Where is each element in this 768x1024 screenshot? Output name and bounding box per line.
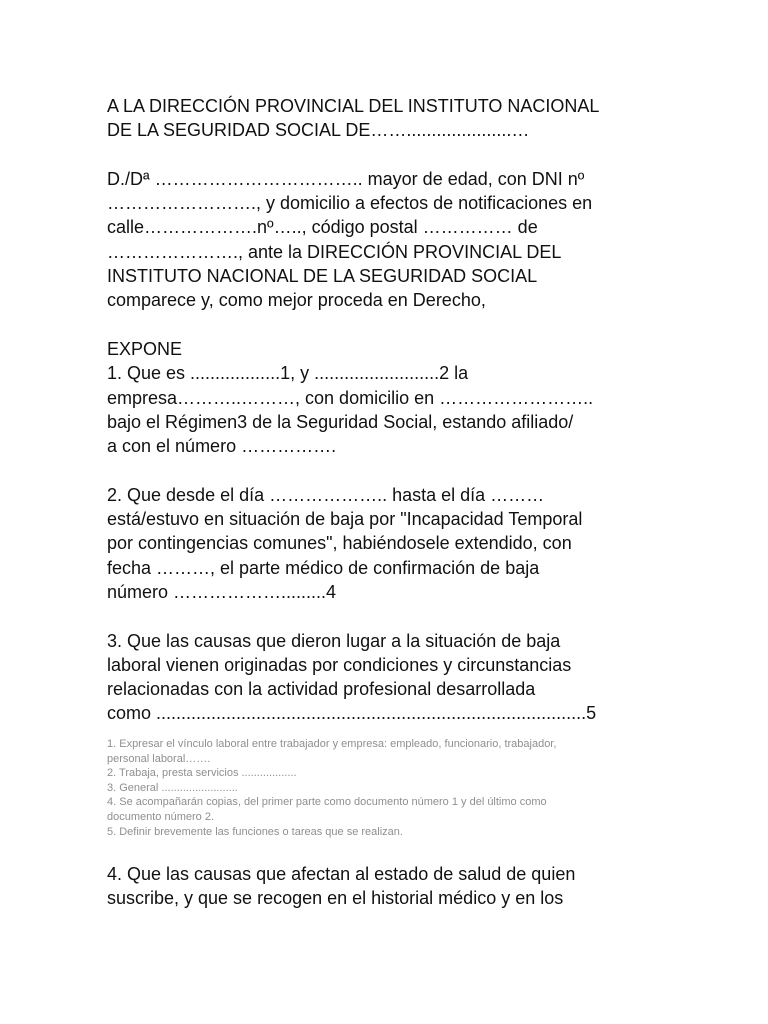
expone-item-1 [107, 361, 667, 458]
intro-line: …………………., ante la DIRECCIÓN PROVINCIAL DEL [107, 241, 562, 262]
item-line: relacionadas con la actividad profesional desarrollada [107, 679, 536, 700]
item-line: fecha ………, el parte médico de confirmación de baja [107, 557, 540, 578]
footnote-line: documento número 2. [107, 810, 215, 823]
intro-line: D./Dª …………………………….. mayor de edad, con DNI nº [107, 168, 585, 189]
item-line: como ......................................................................................5 [107, 703, 597, 724]
item-line: 2. Que desde el día ……………….. hasta el día ……… [107, 484, 545, 505]
header-line: A LA DIRECCIÓN PROVINCIAL DEL INSTITUTO NACIONAL [107, 96, 600, 116]
item-line: a con el número ……………. [107, 436, 337, 457]
item-line: número ……………….........4 [107, 581, 337, 602]
footnotes [107, 737, 667, 839]
footnote-line: 3. General ......................... [107, 781, 238, 794]
item-line: bajo el Régimen3 de la Seguridad Social, estando afiliado/ [107, 411, 574, 432]
header-line: DE LA SEGURIDAD SOCIAL DE…….....................… [107, 120, 530, 141]
item-line: suscribe, y que se recogen en el historial médico y en los [107, 888, 564, 909]
document-body [107, 94, 667, 726]
intro-paragraph [107, 167, 667, 313]
footnote-line: 1. Expresar el vínculo laboral entre trabajador y empresa: empleado, funcionario, trabajador, [107, 738, 557, 750]
intro-line: INSTITUTO NACIONAL DE LA SEGURIDAD SOCIAL [107, 266, 538, 287]
expone-heading: EXPONE [107, 338, 183, 359]
footnote-line: 4. Se acompañarán copias, del primer parte como documento número 1 y del último como [107, 796, 547, 809]
expone-item-2 [107, 483, 667, 604]
item-line: está/estuvo en situación de baja por "Incapacidad Temporal [107, 509, 583, 530]
intro-line: calle……………….nº….., código postal …………… de [107, 217, 538, 238]
footnote-line: 5. Definir brevemente las funciones o tareas que se realizan. [107, 825, 403, 838]
item-line: 3. Que las causas que dieron lugar a la situación de baja [107, 630, 561, 651]
item-line: laboral vienen originadas por condiciones y circunstancias [107, 654, 572, 675]
intro-line: comparece y, como mejor proceda en Derecho, [107, 290, 486, 311]
header-block [107, 94, 667, 143]
item-line: por contingencias comunes", habiéndosele extendido, con [107, 533, 572, 554]
item-line: 1. Que es ..................1, y .........................2 la [107, 363, 469, 384]
footnote-line: personal laboral……. [107, 752, 211, 765]
item-line: 4. Que las causas que afectan al estado de salud de quien [107, 864, 576, 884]
expone-item-3 [107, 629, 667, 726]
footnote-line: 2. Trabaja, presta servicios .................. [107, 767, 297, 780]
expone-item-4 [107, 862, 667, 911]
intro-line: ……………………., y domicilio a efectos de notificaciones en [107, 193, 593, 214]
item-line: empresa………..………, con domicilio en …………………….. [107, 387, 594, 408]
